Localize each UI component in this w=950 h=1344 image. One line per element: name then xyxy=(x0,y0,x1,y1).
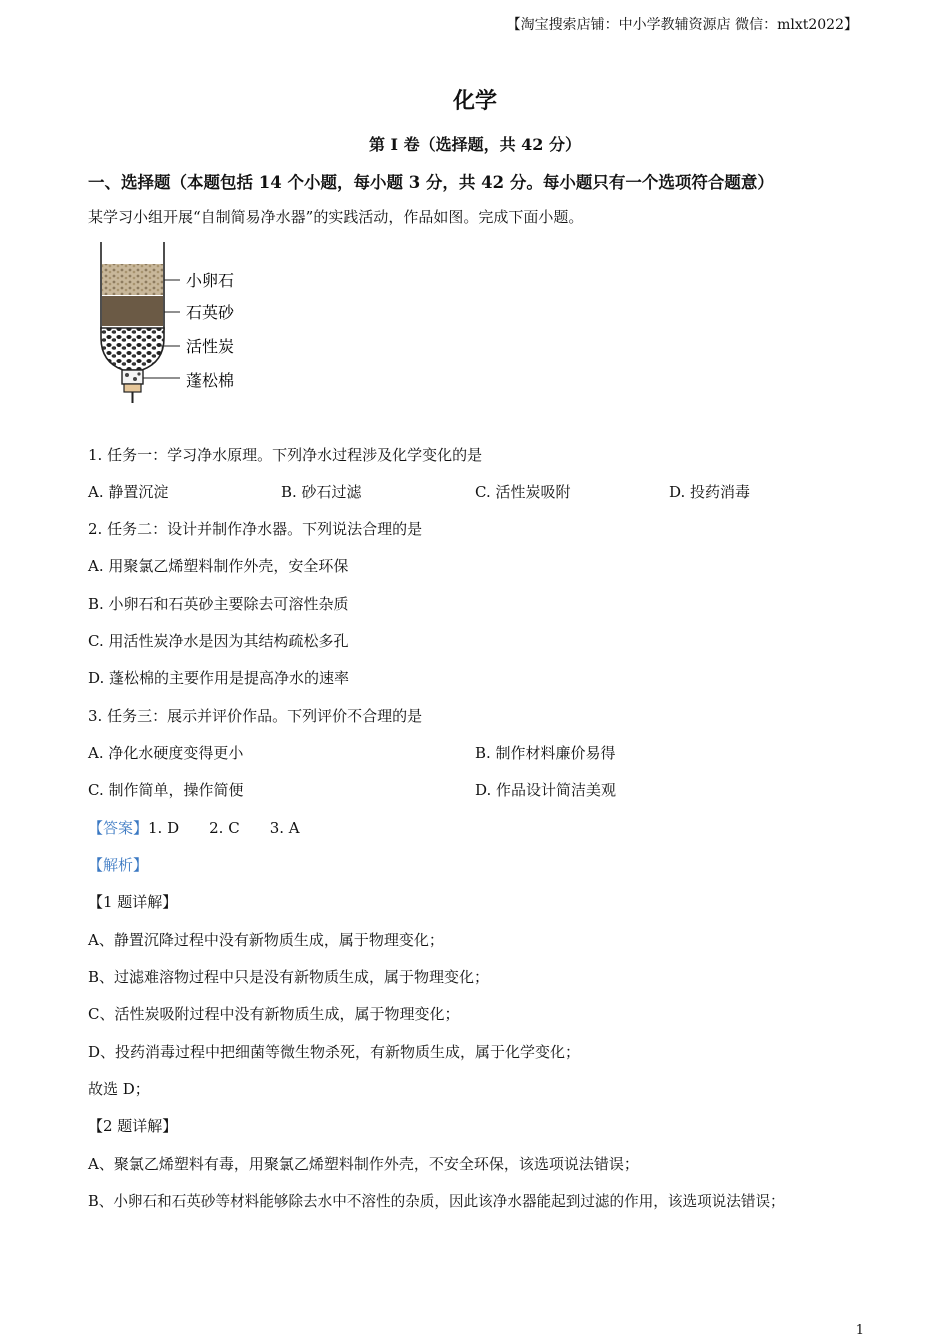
pebble-layer xyxy=(102,264,163,295)
detail-2-line: B、小卵石和石英砂等材料能够除去水中不溶性的杂质，因此该净水器能起到过滤的作用，该选项说法错误； xyxy=(88,1193,785,1210)
page-subtitle: 第 I 卷（选择题，共 42 分） xyxy=(368,135,582,154)
q1-option-d: D. 投药消毒 xyxy=(669,483,751,501)
q1-option-c: C. 活性炭吸附 xyxy=(475,483,571,501)
detail-1-line: C、活性炭吸附过程中没有新物质生成，属于物理变化； xyxy=(88,1005,460,1023)
page-title: 化学 xyxy=(452,88,497,114)
q3-option-a: A. 净化水硬度变得更小 xyxy=(88,744,244,762)
q2-option-d: D. 蓬松棉的主要作用是提高净水的速率 xyxy=(88,669,350,687)
answer-item: 2. C xyxy=(209,819,240,837)
water-filter-figure xyxy=(96,238,256,408)
activated-carbon-layer xyxy=(101,328,164,370)
header-note: 【淘宝搜索店铺：中小学教辅资源店 微信：mlxt2022】 xyxy=(506,17,858,33)
label-pebble: 小卵石 xyxy=(186,271,235,290)
question-1-stem: 1. 任务一：学习净水原理。下列净水过程涉及化学变化的是 xyxy=(88,446,483,464)
water-filter-diagram xyxy=(96,238,256,408)
tap-connector xyxy=(124,384,141,392)
answer-tag: 【答案】 xyxy=(88,819,149,837)
label-cotton: 蓬松棉 xyxy=(186,371,235,390)
intro-text: 某学习小组开展“自制简易净水器”的实践活动，作品如图。完成下面小题。 xyxy=(88,208,584,226)
answer-item: 3. A xyxy=(269,819,300,837)
question-2-stem: 2. 任务二：设计并制作净水器。下列说法合理的是 xyxy=(88,520,423,538)
answer-item: 1. D xyxy=(148,819,180,837)
detail-1-heading: 【1 题详解】 xyxy=(88,893,178,911)
cotton-layer xyxy=(122,370,143,384)
q3-option-c: C. 制作简单，操作简便 xyxy=(88,781,244,799)
detail-1-line: A、静置沉降过程中没有新物质生成，属于物理变化； xyxy=(88,931,444,949)
question-3-stem: 3. 任务三：展示并评价作品。下列评价不合理的是 xyxy=(88,707,423,725)
q1-option-b: B. 砂石过滤 xyxy=(281,483,362,501)
q3-option-b: B. 制作材料廉价易得 xyxy=(475,744,616,762)
detail-2-line: A、聚氯乙烯塑料有毒，用聚氯乙烯塑料制作外壳，不安全环保，该选项说法错误； xyxy=(88,1155,639,1173)
quartz-sand-layer xyxy=(102,296,163,326)
section-heading: 一、选择题（本题包括 14 个小题，每小题 3 分，共 42 分。每小题只有一个选项符合题意） xyxy=(88,173,774,192)
q2-option-b: B. 小卵石和石英砂主要除去可溶性杂质 xyxy=(88,595,349,613)
detail-1-line: 故选 D； xyxy=(88,1080,150,1098)
detail-1-line: D、投药消毒过程中把细菌等微生物杀死，有新物质生成，属于化学变化； xyxy=(88,1043,581,1061)
detail-1-line: B、过滤难溶物过程中只是没有新物质生成，属于物理变化； xyxy=(88,968,490,986)
page-number: 1 xyxy=(855,1323,864,1338)
q1-option-a: A. 静置沉淀 xyxy=(88,483,169,501)
analysis-tag: 【解析】 xyxy=(88,856,149,874)
label-quartz-sand: 石英砂 xyxy=(186,303,235,322)
answer-line xyxy=(88,817,300,838)
q2-option-c: C. 用活性炭净水是因为其结构疏松多孔 xyxy=(88,632,349,650)
label-activated-carbon: 活性炭 xyxy=(186,337,235,356)
q2-option-a: A. 用聚氯乙烯塑料制作外壳，安全环保 xyxy=(88,557,349,575)
q3-option-d: D. 作品设计简洁美观 xyxy=(475,781,617,799)
detail-2-heading: 【2 题详解】 xyxy=(88,1117,178,1135)
